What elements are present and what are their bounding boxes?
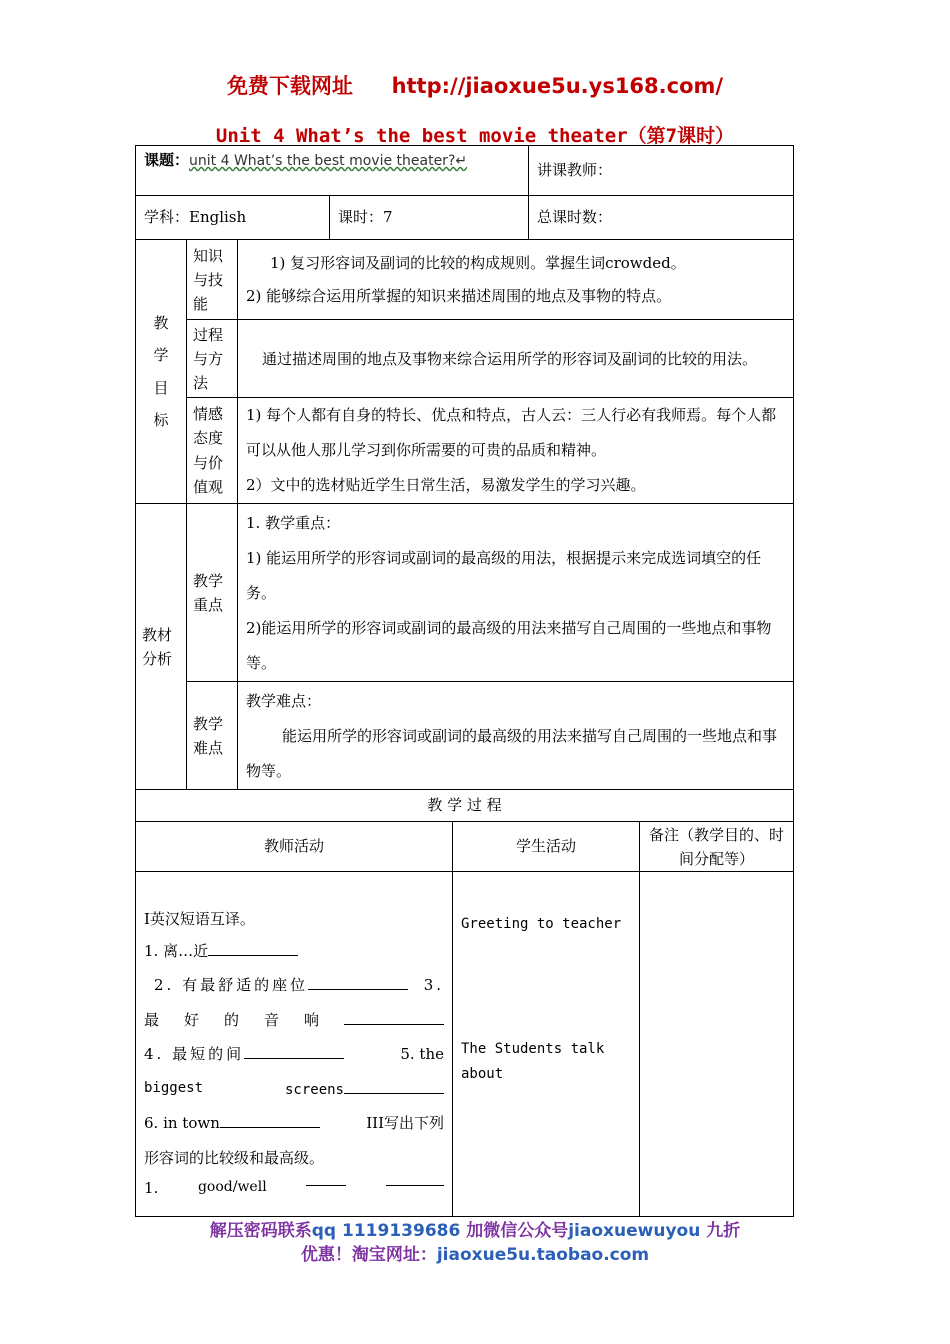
process-body-row bbox=[136, 872, 794, 1217]
emotion-label-line: 态度 bbox=[193, 429, 224, 447]
footer-text: 优惠！淘宝网址： bbox=[300, 1245, 437, 1265]
exercise-word: good/well bbox=[197, 1179, 267, 1195]
footer bbox=[0, 1219, 950, 1267]
answer-blank[interactable] bbox=[308, 975, 408, 990]
key-points-label bbox=[187, 504, 238, 682]
exercise-item-4: 4. 最短的间 bbox=[144, 1045, 245, 1063]
footer-text: 九折 bbox=[706, 1221, 741, 1241]
answer-blank[interactable] bbox=[220, 1113, 320, 1128]
process-label-line: 与方 bbox=[193, 349, 224, 368]
teacher-label: 讲课教师： bbox=[537, 161, 613, 180]
analysis-group-label bbox=[136, 504, 187, 790]
notes-cell bbox=[640, 872, 794, 1217]
subject-label: 学科：English bbox=[144, 208, 247, 227]
exercise-section-3-heading: III写出下列 bbox=[366, 1114, 444, 1132]
difficult-line-2: 能运用所学的形容词或副词的最高级的用法来描写自己周围的一些地点和事物等。 bbox=[246, 727, 778, 780]
exercise-item-5-word: screens bbox=[284, 1081, 344, 1098]
exercise-item-3-char: 的 bbox=[224, 1010, 240, 1029]
objectives-group-label bbox=[136, 240, 187, 504]
key-line-1: 1. 教学重点： bbox=[246, 514, 341, 532]
process-title-row bbox=[136, 790, 794, 822]
key-label-line: 重点 bbox=[193, 595, 224, 614]
process-label bbox=[187, 320, 238, 398]
process-text: 通过描述周围的地点及事物来综合运用所学的形容词及副词的比较的用法。 bbox=[262, 349, 758, 368]
footer-text: 解压密码联系 bbox=[209, 1221, 312, 1241]
exercise-item-5-start: 5. the bbox=[400, 1045, 444, 1063]
exercise-item-1: 1. 离…近 bbox=[144, 941, 209, 960]
analysis-difficult-row bbox=[136, 682, 794, 790]
exercise-item-6: 6. in town bbox=[144, 1114, 220, 1132]
emotion-label bbox=[187, 398, 238, 504]
process-title: 教 学 过 程 bbox=[136, 790, 794, 822]
footer-qq: qq 1119139686 bbox=[311, 1221, 461, 1241]
subject-row bbox=[136, 196, 794, 240]
student-activity-2: The Students talk bbox=[461, 1041, 605, 1057]
exercise-item-3-char: 响 bbox=[304, 1010, 320, 1029]
difficult-label-line: 教学 bbox=[193, 714, 224, 733]
lesson-plan-table bbox=[135, 145, 794, 1217]
topic-row bbox=[136, 146, 794, 196]
emotion-label-line: 与价 bbox=[193, 453, 224, 472]
topic-label: 课题： bbox=[144, 151, 190, 169]
analysis-key-row bbox=[136, 504, 794, 682]
teacher-cell bbox=[529, 146, 794, 196]
col-student-activity: 学生活动 bbox=[453, 822, 640, 872]
objectives-char: 标 bbox=[153, 410, 169, 429]
topic-value: unit 4 What’s the best movie theater?↵ bbox=[189, 153, 468, 169]
answer-blank[interactable] bbox=[344, 1010, 444, 1025]
exercise-heading: I英汉短语互译。 bbox=[144, 910, 255, 928]
knowledge-label-line: 知识 bbox=[193, 246, 224, 265]
answer-blank[interactable] bbox=[306, 1171, 346, 1186]
site-url-link[interactable]: http://jiaoxue5u.ys168.com/ bbox=[391, 74, 724, 98]
difficult-label-line: 难点 bbox=[193, 738, 224, 757]
analysis-group-line: 教材 bbox=[142, 625, 173, 644]
process-label-line: 法 bbox=[193, 373, 209, 392]
emotion-line-2: 2）文中的选材贴近学生日常生活，易激发学生的学习兴趣。 bbox=[246, 476, 646, 494]
student-activity-cell bbox=[453, 872, 640, 1217]
key-line-2: 1) 能运用所学的形容词或副词的最高级的用法，根据提示来完成选词填空的任务。 bbox=[246, 549, 762, 602]
knowledge-line-1: 1) 复习形容词及副词的比较的构成规则。掌握生词crowded。 bbox=[270, 253, 686, 272]
exercise-item-3-char: 音 bbox=[264, 1010, 280, 1029]
period-label: 课时：7 bbox=[338, 208, 393, 227]
site-header bbox=[0, 70, 950, 100]
emotion-line-1: 1) 每个人都有自身的特长、优点和特点，古人云：三人行必有我师焉。每个人都可以从他人那儿学习到你所需要的可贵的品质和精神。 bbox=[246, 406, 777, 459]
difficult-points-label bbox=[187, 682, 238, 790]
teacher-activity-cell bbox=[136, 872, 453, 1217]
objective-knowledge-row bbox=[136, 240, 794, 320]
objective-emotion-row bbox=[136, 398, 794, 504]
key-line-3: 2)能运用所学的形容词或副词的最高级的用法来描写自己周围的一些地点和事物等。 bbox=[246, 619, 772, 672]
answer-blank[interactable] bbox=[386, 1171, 444, 1186]
exercise-item-2: 2. 有最舒适的座位 bbox=[154, 976, 309, 994]
doc-title: Unit 4 What’s the best movie theater（第7课时） bbox=[215, 125, 735, 147]
footer-taobao-link[interactable]: jiaoxue5u.taobao.com bbox=[436, 1245, 650, 1265]
total-periods-label: 总课时数： bbox=[537, 208, 613, 227]
exercise-item-number: 1. bbox=[144, 1179, 159, 1197]
knowledge-line-2: 2) 能够综合运用所掌握的知识来描述周围的地点及事物的特点。 bbox=[246, 286, 672, 305]
objectives-char: 学 bbox=[153, 346, 169, 365]
process-label-line: 过程 bbox=[193, 325, 224, 344]
col-notes: 备注（教学目的、时间分配等） bbox=[640, 822, 794, 872]
answer-blank[interactable] bbox=[244, 1044, 344, 1059]
col-teacher-activity: 教师活动 bbox=[136, 822, 453, 872]
exercise-item-3-char: 好 bbox=[184, 1010, 200, 1029]
exercise-item-3-char: 最 bbox=[144, 1010, 160, 1029]
answer-blank[interactable] bbox=[344, 1079, 444, 1094]
student-activity-1: Greeting to teacher bbox=[461, 916, 622, 932]
footer-text: 加微信公众号 bbox=[466, 1221, 569, 1241]
exercise-item-3-number: 3. bbox=[423, 976, 444, 994]
knowledge-label-line: 与技 bbox=[193, 270, 224, 289]
process-header-row bbox=[136, 822, 794, 872]
student-activity-2-cont: about bbox=[461, 1066, 504, 1082]
exercise-section-3-text: 形容词的比较级和最高级。 bbox=[144, 1148, 325, 1167]
emotion-label-line: 值观 bbox=[193, 478, 224, 496]
knowledge-label bbox=[187, 240, 238, 320]
emotion-label-line: 情感 bbox=[193, 404, 224, 423]
site-label: 免费下载网址 bbox=[226, 74, 353, 98]
objectives-char: 教 bbox=[153, 314, 169, 332]
key-label-line: 教学 bbox=[193, 571, 224, 590]
objectives-char: 目 bbox=[153, 378, 169, 397]
difficult-line-1: 教学难点： bbox=[246, 692, 322, 710]
exercise-item-5-word: biggest bbox=[144, 1079, 204, 1096]
knowledge-label-line: 能 bbox=[193, 294, 209, 313]
answer-blank[interactable] bbox=[208, 941, 298, 956]
footer-wechat: jiaoxuewuyou bbox=[568, 1221, 701, 1241]
analysis-group-line: 分析 bbox=[142, 649, 173, 668]
objective-process-row bbox=[136, 320, 794, 398]
